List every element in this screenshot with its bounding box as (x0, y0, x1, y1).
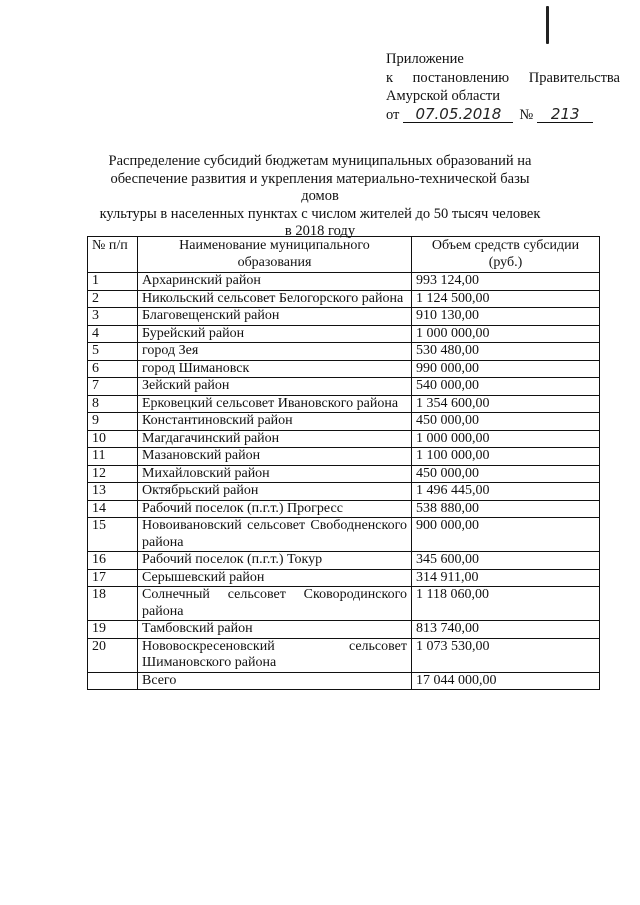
margin-pen-mark (546, 6, 549, 44)
row-number: 1 (88, 273, 138, 291)
row-amount: 813 740,00 (412, 621, 600, 639)
appendix-label: Приложение (386, 51, 464, 67)
document-title (90, 153, 550, 241)
row-amount: 345 600,00 (412, 552, 600, 570)
header-name: Наименование муниципального образования (138, 237, 412, 273)
row-municipality: Ерковецкий сельсовет Ивановского района (138, 395, 412, 413)
row-municipality: Новоивановский сельсовет Свободненского района (138, 518, 412, 552)
appendix-resolution-word: постановлению (412, 69, 510, 86)
row-amount: 450 000,00 (412, 465, 600, 483)
header-num: № п/п (88, 237, 138, 273)
table-row (88, 448, 600, 466)
row-amount: 910 130,00 (412, 308, 600, 326)
table-row (88, 430, 600, 448)
row-number: 19 (88, 621, 138, 639)
row-number: 15 (88, 518, 138, 552)
row-municipality: Благовещенский район (138, 308, 412, 326)
row-municipality: город Шимановск (138, 360, 412, 378)
row-amount: 314 911,00 (412, 569, 600, 587)
row-municipality: Зейский район (138, 378, 412, 396)
row-number: 20 (88, 638, 138, 672)
row-municipality: Бурейский район (138, 325, 412, 343)
row-number: 2 (88, 290, 138, 308)
row-amount: 538 880,00 (412, 500, 600, 518)
table-row (88, 465, 600, 483)
title-line-1: Распределение субсидий бюджетам муниципальных образований на (108, 153, 532, 169)
table-row (88, 413, 600, 431)
table-body (88, 273, 600, 690)
row-municipality: Архаринский район (138, 273, 412, 291)
row-municipality: Серышевский район (138, 569, 412, 587)
row-municipality: Никольский сельсовет Белогорского района (138, 290, 412, 308)
table-header-row (88, 237, 600, 273)
row-amount: 530 480,00 (412, 343, 600, 361)
row-municipality: Тамбовский район (138, 621, 412, 639)
row-municipality: Михайловский район (138, 465, 412, 483)
row-amount: 1 496 445,00 (412, 483, 600, 501)
table-row (88, 325, 600, 343)
table-row (88, 290, 600, 308)
row-amount: 1 100 000,00 (412, 448, 600, 466)
table-row (88, 273, 600, 291)
row-number: 13 (88, 483, 138, 501)
row-number: 4 (88, 325, 138, 343)
row-amount: 1 000 000,00 (412, 325, 600, 343)
table-row (88, 308, 600, 326)
row-number: 17 (88, 569, 138, 587)
table-row (88, 343, 600, 361)
row-amount: 1 124 500,00 (412, 290, 600, 308)
table-row (88, 500, 600, 518)
table-row (88, 395, 600, 413)
subsidy-table (87, 236, 600, 690)
row-number: 16 (88, 552, 138, 570)
appendix-resolution-line (386, 69, 620, 88)
row-number: 11 (88, 448, 138, 466)
title-line-2: обеспечение развития и укрепления материально-технической базы домов (110, 170, 530, 204)
table-row (88, 569, 600, 587)
total-amount: 17 044 000,00 (412, 672, 600, 690)
row-number: 5 (88, 343, 138, 361)
row-number: 14 (88, 500, 138, 518)
total-number (88, 672, 138, 690)
row-municipality: Октябрьский район (138, 483, 412, 501)
row-number: 6 (88, 360, 138, 378)
row-number: 10 (88, 430, 138, 448)
row-number: 18 (88, 587, 138, 621)
table-row (88, 587, 600, 621)
row-amount: 540 000,00 (412, 378, 600, 396)
row-amount: 1 354 600,00 (412, 395, 600, 413)
table-row (88, 360, 600, 378)
row-number: 9 (88, 413, 138, 431)
row-number: 3 (88, 308, 138, 326)
row-municipality: Солнечный сельсовет Сковородинского района (138, 587, 412, 621)
row-municipality: Рабочий поселок (п.г.т.) Прогресс (138, 500, 412, 518)
header-amount: Объем средств субсидии (руб.) (412, 237, 600, 273)
row-amount: 1 000 000,00 (412, 430, 600, 448)
row-number: 12 (88, 465, 138, 483)
appendix-region: Амурской области (386, 88, 500, 104)
appendix-prep: к (386, 69, 394, 86)
table-row (88, 621, 600, 639)
row-amount: 900 000,00 (412, 518, 600, 552)
row-municipality: город Зея (138, 343, 412, 361)
row-number: 8 (88, 395, 138, 413)
handwritten-date: 07.05.2018 (403, 106, 513, 123)
row-municipality: Рабочий поселок (п.г.т.) Токур (138, 552, 412, 570)
table-row (88, 638, 600, 672)
date-prefix: от (386, 106, 400, 123)
row-amount: 450 000,00 (412, 413, 600, 431)
row-municipality: Мазановский район (138, 448, 412, 466)
total-label: Всего (138, 672, 412, 690)
appendix-date-number-line (386, 106, 626, 125)
title-line-3: культуры в населенных пунктах с числом жителей до 50 тысяч человек (99, 205, 541, 222)
row-amount: 993 124,00 (412, 273, 600, 291)
number-label: № (519, 106, 534, 123)
table-row (88, 552, 600, 570)
row-amount: 1 118 060,00 (412, 587, 600, 621)
row-number: 7 (88, 378, 138, 396)
table-row (88, 518, 600, 552)
row-municipality: Магдагачинский район (138, 430, 412, 448)
appendix-block (386, 50, 626, 124)
table-row (88, 378, 600, 396)
table-row (88, 483, 600, 501)
row-municipality: Нововоскресеновский сельсовет Шимановского района (138, 638, 412, 672)
title-line-4: в 2018 году (284, 223, 356, 239)
appendix-government-word: Правительства (528, 69, 620, 86)
row-municipality: Константиновский район (138, 413, 412, 431)
row-amount: 1 073 530,00 (412, 638, 600, 672)
row-amount: 990 000,00 (412, 360, 600, 378)
table-total-row (88, 672, 600, 690)
handwritten-number: 213 (537, 106, 593, 123)
